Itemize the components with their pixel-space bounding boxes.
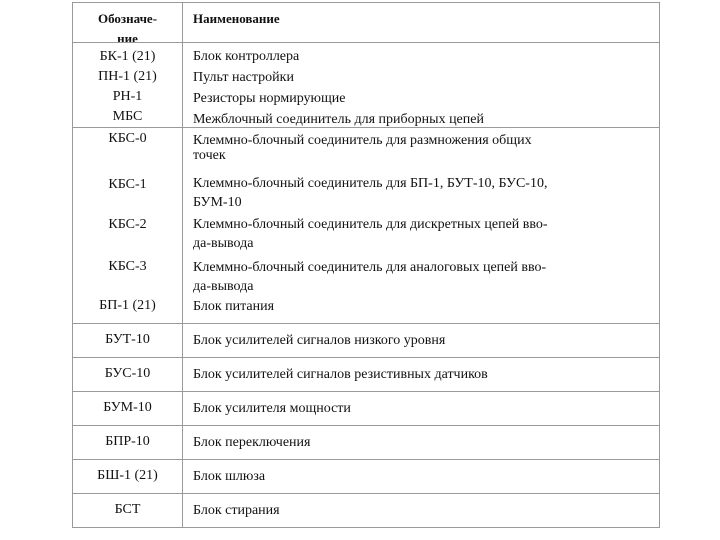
- name-line: БУМ-10: [193, 195, 242, 210]
- name-line: да-вывода: [193, 279, 254, 294]
- name-line: Клеммно-блочный соединитель для аналоговых цепей вво-: [193, 260, 547, 275]
- code-cell: ПН-1 (21): [98, 69, 157, 84]
- row-divider: [73, 391, 659, 392]
- name-cell: Межблочный соединитель для приборных цепей: [193, 112, 484, 127]
- equipment-table: [72, 2, 660, 528]
- header-code-line: ние: [117, 31, 138, 46]
- code-cell: БШ-1 (21): [97, 468, 158, 483]
- name-cell: Блок усилителя мощности: [193, 401, 351, 416]
- name-cell: [193, 173, 653, 213]
- name-line: Клеммно-блочный соединитель для дискретных цепей вво-: [193, 217, 548, 232]
- code-cell: КБС-2: [108, 217, 147, 232]
- header-code: [73, 9, 182, 49]
- name-cell: Пульт настройки: [193, 70, 294, 85]
- name-cell: Блок стирания: [193, 503, 280, 518]
- code-cell: БУТ-10: [105, 332, 150, 347]
- name-line: да-вывода: [193, 236, 254, 251]
- name-cell: Блок переключения: [193, 435, 311, 450]
- row-divider: [73, 323, 659, 324]
- row-divider: [73, 459, 659, 460]
- name-cell: Блок шлюза: [193, 469, 266, 484]
- name-cell: Блок питания: [193, 299, 275, 314]
- code-cell: БПР-10: [105, 434, 150, 449]
- code-cell: БСТ: [114, 502, 141, 517]
- name-cell: [193, 257, 653, 297]
- group-names: [193, 46, 653, 130]
- code-cell: БП-1 (21): [99, 298, 156, 313]
- row-divider: [73, 425, 659, 426]
- header-code-line: Обозначе-: [97, 11, 158, 26]
- name-line: точек: [193, 148, 226, 163]
- name-cell: [193, 214, 653, 254]
- code-cell: РН-1: [112, 89, 143, 104]
- name-cell: Резисторы нормирующие: [193, 91, 346, 106]
- code-cell: БК-1 (21): [99, 49, 156, 64]
- row-divider: [73, 493, 659, 494]
- code-cell: МБС: [112, 109, 143, 124]
- code-cell: КБС-3: [108, 259, 147, 274]
- code-cell: КБС-0: [108, 131, 147, 146]
- name-cell: Блок усилителей сигналов резистивных датчиков: [193, 367, 488, 382]
- name-cell: Блок усилителей сигналов низкого уровня: [193, 333, 446, 348]
- row-divider: [73, 357, 659, 358]
- name-line: Клеммно-блочный соединитель для БП-1, БУТ-10, БУС-10,: [193, 176, 548, 191]
- code-cell: КБС-1: [108, 177, 147, 192]
- code-cell: БУМ-10: [103, 400, 152, 415]
- name-cell: [193, 130, 653, 166]
- name-cell: Блок контроллера: [193, 49, 300, 64]
- group-codes: [73, 47, 182, 127]
- header-name: Наименование: [193, 11, 280, 26]
- name-line: Клеммно-блочный соединитель для размножения общих: [193, 133, 532, 148]
- code-cell: БУС-10: [104, 366, 151, 381]
- column-divider: [182, 3, 183, 527]
- row-divider: [73, 42, 659, 43]
- row-divider: [73, 127, 659, 128]
